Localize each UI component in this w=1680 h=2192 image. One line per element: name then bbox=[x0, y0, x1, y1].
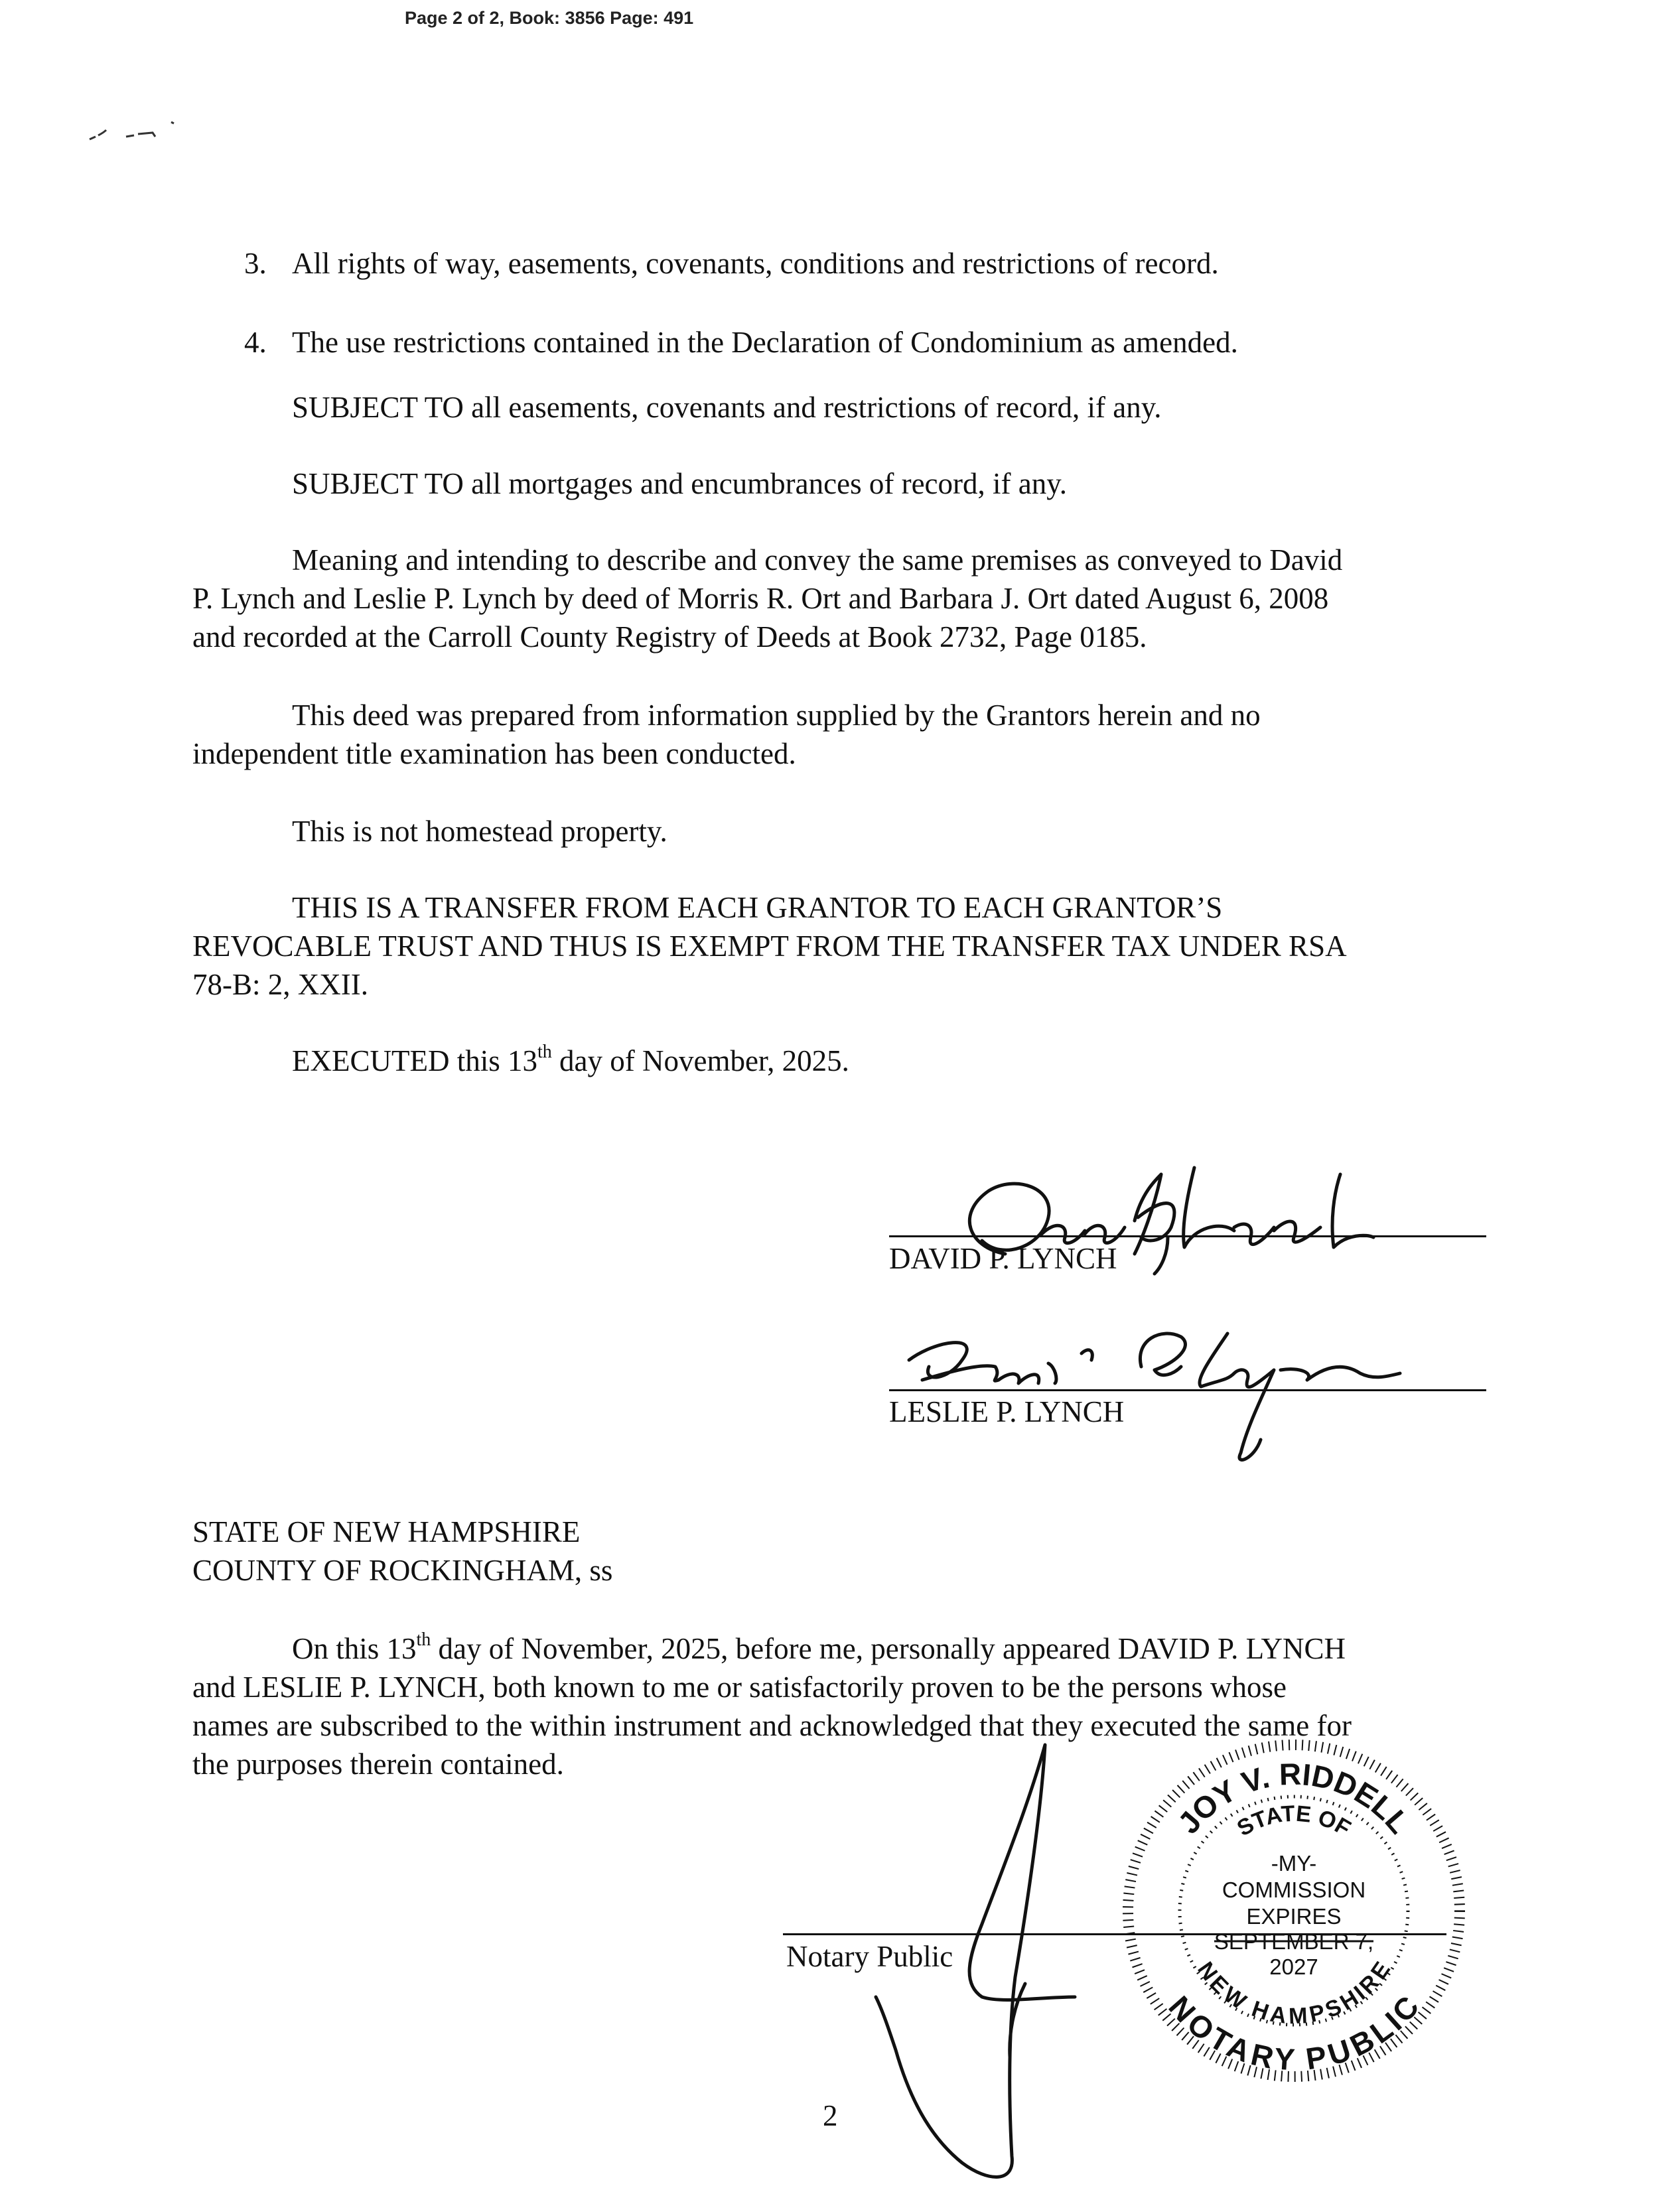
scan-marks bbox=[86, 119, 199, 153]
paragraph-line: independent title examination has been conducted. bbox=[192, 737, 796, 770]
notary-label: Notary Public bbox=[786, 1940, 953, 1973]
signature-line bbox=[889, 1235, 1486, 1237]
venue-county: COUNTY OF ROCKINGHAM, ss bbox=[192, 1554, 613, 1587]
seal-center-text: COMMISSION bbox=[1222, 1878, 1366, 1902]
list-number: 3. bbox=[244, 247, 267, 280]
signature-line bbox=[889, 1389, 1486, 1391]
paragraph-line: 78-B: 2, XXII. bbox=[192, 968, 368, 1001]
venue-state: STATE OF NEW HAMPSHIRE bbox=[192, 1515, 581, 1548]
seal-state-name: NEW HAMPSHIRE bbox=[1192, 1957, 1395, 2029]
signer-name: DAVID P. LYNCH bbox=[889, 1242, 1117, 1275]
acknowledgment-line: names are subscribed to the within instrument and acknowledged that they executed the same for bbox=[192, 1709, 1352, 1742]
seal-center-text: -MY- bbox=[1271, 1851, 1317, 1876]
list-item-text: The use restrictions contained in the Declaration of Condominium as amended. bbox=[292, 326, 1238, 359]
paragraph-line: This deed was prepared from information supplied by the Grantors herein and no bbox=[292, 699, 1261, 732]
subject-to-line: SUBJECT TO all easements, covenants and restrictions of record, if any. bbox=[292, 391, 1162, 424]
acknowledgment-line: the purposes therein contained. bbox=[192, 1747, 564, 1781]
homestead-statement: This is not homestead property. bbox=[292, 815, 667, 848]
notary-signature bbox=[763, 1725, 1135, 2183]
list-number: 4. bbox=[244, 326, 267, 359]
paragraph-line: Meaning and intending to describe and convey the same premises as conveyed to David bbox=[292, 543, 1343, 577]
page-number: 2 bbox=[823, 2099, 838, 2132]
seal-name: JOY V. RIDDELL bbox=[1170, 1756, 1417, 1840]
signer-name: LESLIE P. LYNCH bbox=[889, 1395, 1125, 1428]
list-item-text: All rights of way, easements, covenants, conditions and restrictions of record. bbox=[292, 247, 1219, 280]
page-header: Page 2 of 2, Book: 3856 Page: 491 bbox=[405, 8, 694, 28]
executed-line: EXECUTED this 13th day of November, 2025. bbox=[292, 1042, 849, 1077]
subject-to-line: SUBJECT TO all mortgages and encumbrances of record, if any. bbox=[292, 467, 1068, 500]
svg-text:STATE OF bbox=[1233, 1801, 1355, 1842]
acknowledgment-line: and LESLIE P. LYNCH, both known to me or satisfactorily proven to be the persons whose bbox=[192, 1671, 1287, 1704]
notary-seal bbox=[1121, 1738, 1466, 2083]
paragraph-line: THIS IS A TRANSFER FROM EACH GRANTOR TO EACH GRANTOR’S bbox=[292, 891, 1223, 924]
seal-center-text: EXPIRES bbox=[1246, 1904, 1342, 1929]
seal-state-label: STATE OF bbox=[1233, 1801, 1355, 1842]
acknowledgment-line: On this 13th day of November, 2025, before me, personally appeared DAVID P. LYNCH bbox=[292, 1629, 1346, 1665]
svg-text:NOTARY PUBLIC bbox=[1162, 1989, 1425, 2077]
seal-center-text: SEPTEMBER 7, bbox=[1214, 1929, 1374, 1954]
paragraph-line: REVOCABLE TRUST AND THUS IS EXEMPT FROM THE TRANSFER TAX UNDER RSA bbox=[192, 929, 1347, 963]
paragraph-line: P. Lynch and Leslie P. Lynch by deed of Morris R. Ort and Barbara J. Ort dated August 6, 2008 bbox=[192, 582, 1329, 615]
paragraph-line: and recorded at the Carroll County Registry of Deeds at Book 2732, Page 0185. bbox=[192, 620, 1147, 653]
seal-title: NOTARY PUBLIC bbox=[1162, 1989, 1426, 2077]
seal-center-text: 2027 bbox=[1269, 1954, 1318, 1979]
